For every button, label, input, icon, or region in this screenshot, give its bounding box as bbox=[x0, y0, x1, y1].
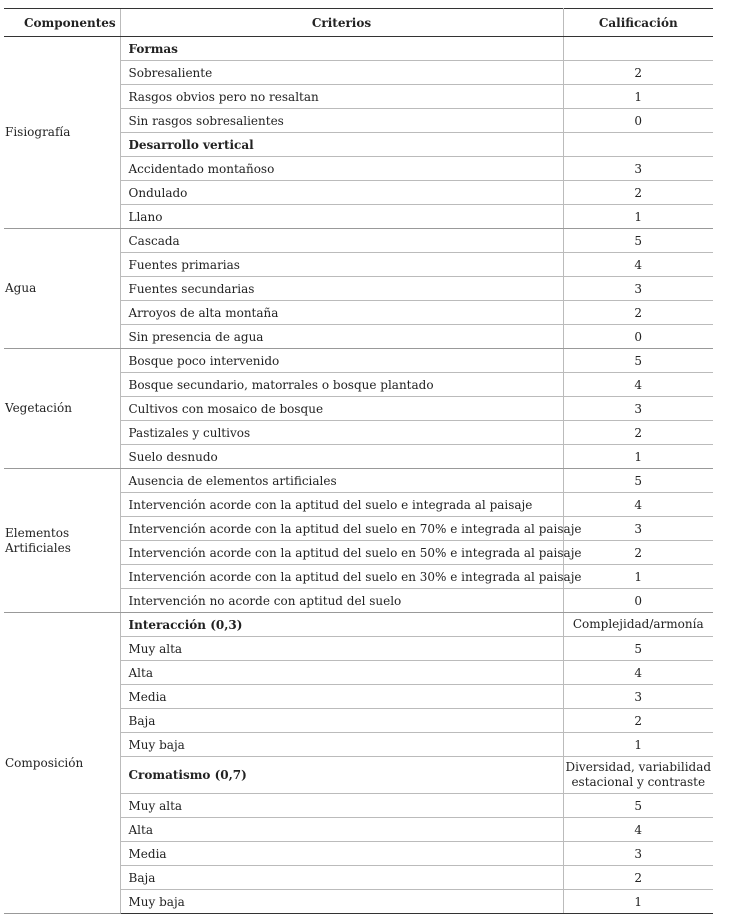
header-criteria: Criterios bbox=[120, 9, 563, 37]
table-row bbox=[4, 349, 713, 373]
criterion: Cultivos con mosaico de bosque bbox=[120, 397, 563, 421]
rating-value: 1 bbox=[563, 445, 713, 469]
component-name: Fisiografía bbox=[4, 37, 120, 229]
rating-value: 0 bbox=[563, 325, 713, 349]
criterion: Bosque secundario, matorrales o bosque plantado bbox=[120, 373, 563, 397]
rating-value: 1 bbox=[563, 565, 713, 589]
rating-value: 3 bbox=[563, 397, 713, 421]
rating-value: 5 bbox=[563, 229, 713, 253]
criterion: Muy baja bbox=[120, 890, 563, 914]
criterion: Muy alta bbox=[120, 637, 563, 661]
criterion: Accidentado montañoso bbox=[120, 157, 563, 181]
rating-value bbox=[563, 37, 713, 61]
rating-value: 2 bbox=[563, 421, 713, 445]
criteria-table bbox=[4, 8, 713, 914]
rating-value: 2 bbox=[563, 709, 713, 733]
table-row bbox=[4, 469, 713, 493]
rating-value: 2 bbox=[563, 301, 713, 325]
rating-value: 2 bbox=[563, 181, 713, 205]
rating-value bbox=[563, 133, 713, 157]
rating-value: 4 bbox=[563, 253, 713, 277]
criterion: Intervención no acorde con aptitud del suelo bbox=[120, 589, 563, 613]
criterion: Alta bbox=[120, 661, 563, 685]
criterion-subheading: Desarrollo vertical bbox=[120, 133, 563, 157]
criterion: Bosque poco intervenido bbox=[120, 349, 563, 373]
rating-value: 1 bbox=[563, 85, 713, 109]
criterion: Arroyos de alta montaña bbox=[120, 301, 563, 325]
table-body bbox=[4, 37, 713, 914]
rating-value: 3 bbox=[563, 842, 713, 866]
component-name: Vegetación bbox=[4, 349, 120, 469]
criterion-subheading: Formas bbox=[120, 37, 563, 61]
rating-value: 3 bbox=[563, 517, 713, 541]
criterion: Intervención acorde con la aptitud del suelo en 70% e integrada al paisaje bbox=[120, 517, 563, 541]
table-row bbox=[4, 613, 713, 637]
criterion: Baja bbox=[120, 709, 563, 733]
criterion: Ondulado bbox=[120, 181, 563, 205]
rating-value: 5 bbox=[563, 637, 713, 661]
criterion: Sobresaliente bbox=[120, 61, 563, 85]
rating-value: 3 bbox=[563, 157, 713, 181]
criterion: Pastizales y cultivos bbox=[120, 421, 563, 445]
criterion: Suelo desnudo bbox=[120, 445, 563, 469]
criterion-subheading: Interacción (0,3) bbox=[120, 613, 563, 637]
criterion: Media bbox=[120, 842, 563, 866]
rating-value: 0 bbox=[563, 589, 713, 613]
rating-value: 2 bbox=[563, 541, 713, 565]
rating-value: 3 bbox=[563, 277, 713, 301]
rating-value: 5 bbox=[563, 349, 713, 373]
component-name: Elementos Artificiales bbox=[4, 469, 120, 613]
criterion: Intervención acorde con la aptitud del suelo en 50% e integrada al paisaje bbox=[120, 541, 563, 565]
criterion: Fuentes primarias bbox=[120, 253, 563, 277]
criterion: Llano bbox=[120, 205, 563, 229]
criterion: Rasgos obvios pero no resaltan bbox=[120, 85, 563, 109]
rating-value: Diversidad, variabilidad estacional y contraste bbox=[563, 757, 713, 794]
criterion-subheading: Cromatismo (0,7) bbox=[120, 757, 563, 794]
rating-value: 4 bbox=[563, 493, 713, 517]
criterion: Intervención acorde con la aptitud del suelo e integrada al paisaje bbox=[120, 493, 563, 517]
criterion: Media bbox=[120, 685, 563, 709]
criterion: Alta bbox=[120, 818, 563, 842]
criterion: Fuentes secundarias bbox=[120, 277, 563, 301]
component-name: Agua bbox=[4, 229, 120, 349]
table-row bbox=[4, 229, 713, 253]
criterion: Cascada bbox=[120, 229, 563, 253]
criterion: Muy baja bbox=[120, 733, 563, 757]
rating-value: 1 bbox=[563, 733, 713, 757]
rating-value: 4 bbox=[563, 373, 713, 397]
rating-value: 2 bbox=[563, 866, 713, 890]
rating-value: 3 bbox=[563, 685, 713, 709]
rating-value: 1 bbox=[563, 890, 713, 914]
rating-value: 2 bbox=[563, 61, 713, 85]
rating-value: 4 bbox=[563, 818, 713, 842]
header-rating: Calificación bbox=[563, 9, 713, 37]
rating-value: Complejidad/armonía bbox=[563, 613, 713, 637]
rating-value: 5 bbox=[563, 794, 713, 818]
criterion: Muy alta bbox=[120, 794, 563, 818]
criterion: Sin presencia de agua bbox=[120, 325, 563, 349]
criterion: Sin rasgos sobresalientes bbox=[120, 109, 563, 133]
component-name: Composición bbox=[4, 613, 120, 914]
rating-value: 1 bbox=[563, 205, 713, 229]
criterion: Baja bbox=[120, 866, 563, 890]
rating-value: 0 bbox=[563, 109, 713, 133]
criterion: Ausencia de elementos artificiales bbox=[120, 469, 563, 493]
criterion: Intervención acorde con la aptitud del suelo en 30% e integrada al paisaje bbox=[120, 565, 563, 589]
table-row bbox=[4, 37, 713, 61]
rating-value: 5 bbox=[563, 469, 713, 493]
header-components: Componentes bbox=[4, 9, 120, 37]
rating-value: 4 bbox=[563, 661, 713, 685]
header-row bbox=[4, 9, 713, 37]
